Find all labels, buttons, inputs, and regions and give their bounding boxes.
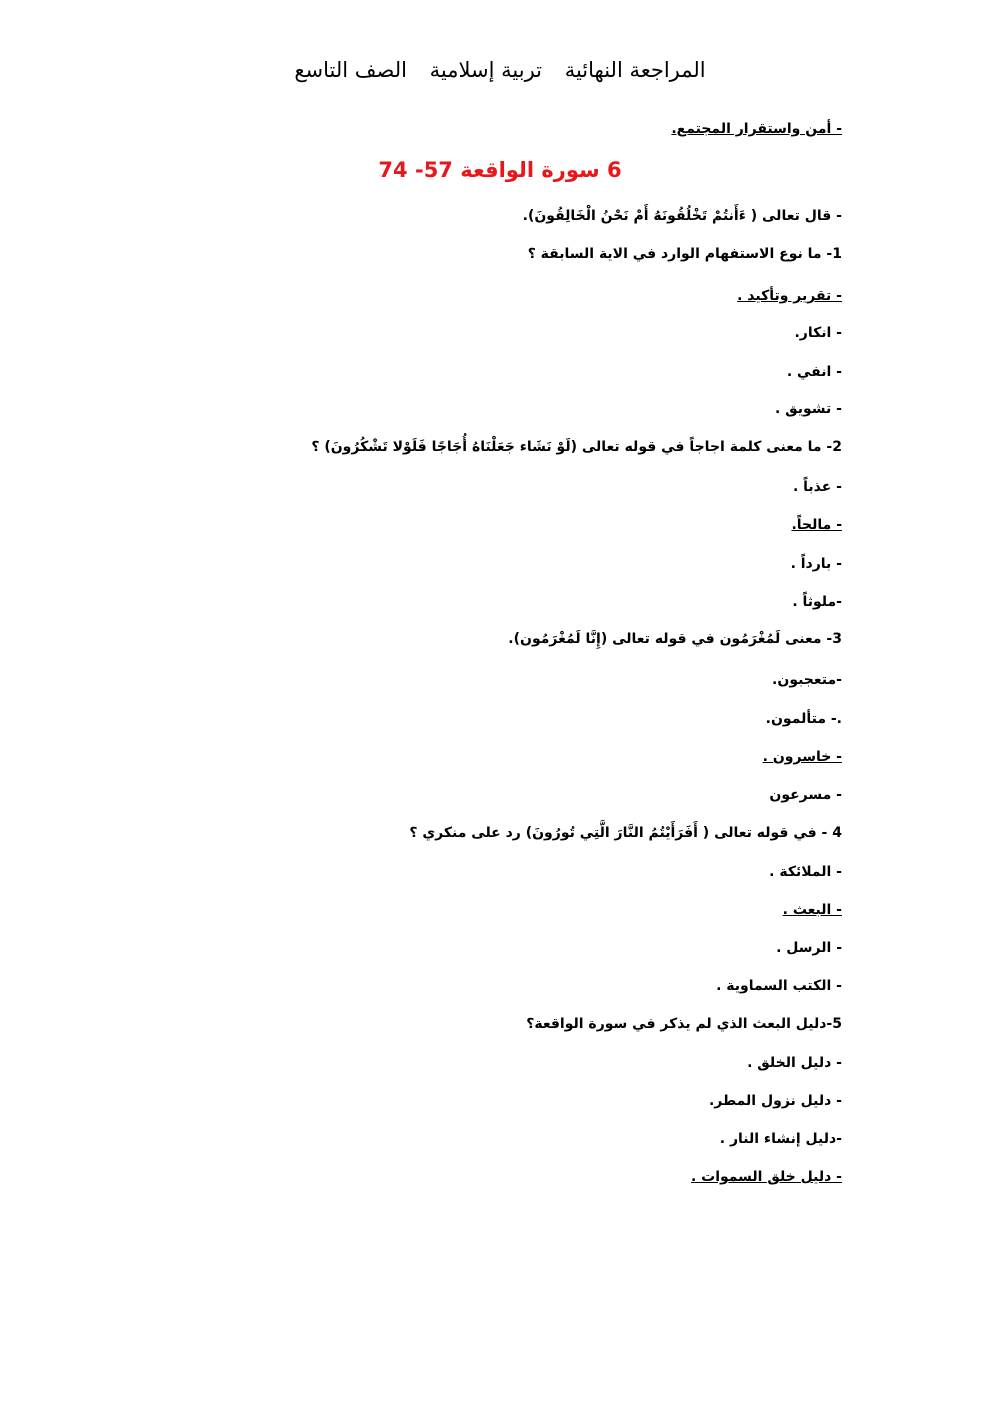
q3-option-2: .- متألمون.: [765, 711, 842, 727]
verse-line: - قال تعالى ( ءَأَنتُمْ تَخْلُقُونَهُ أَمْ نَحْنُ الْخَالِقُونَ).: [522, 208, 842, 224]
header-subject-label: تربية إسلامية: [429, 58, 543, 82]
q1-option-2: - انكار.: [794, 325, 842, 341]
q1-option-1-correct: - تقرير وتأكيد .: [737, 288, 842, 304]
q2-option-4: -ملوثاً .: [792, 594, 842, 610]
q5-option-1: - دليل الخلق .: [747, 1055, 842, 1071]
q4-option-3: - الرسل .: [776, 940, 842, 956]
q3-option-1: -متعجبون.: [772, 672, 842, 688]
q4-option-4: - الكتب السماوية .: [716, 978, 842, 994]
q4-option-2-correct: - البعث .: [782, 902, 842, 918]
q2-option-3: - بارداً .: [790, 556, 842, 572]
section-title: 6 سورة الواقعة 57- 74: [378, 158, 622, 182]
q5-option-3: -دليل إنشاء النار .: [719, 1131, 842, 1147]
question-5: 5-دليل البعث الذي لم يذكر في سورة الواقعة؟: [526, 1016, 842, 1032]
q3-option-3-correct: - خاسرون .: [762, 749, 842, 765]
page-header: [200, 58, 800, 82]
q3-option-4: - مسرعون: [769, 787, 842, 803]
q5-option-4-correct: - دليل خلق السموات .: [690, 1169, 842, 1185]
intro-answer-item: - أمن واستقرار المجتمع.: [671, 121, 842, 137]
q2-option-1: - عذباً .: [792, 479, 842, 495]
question-3: 3- معنى لَمُغْرَمُون في قوله تعالى (إِنَّا لَمُغْرَمُون).: [508, 631, 842, 647]
q5-option-2: - دليل نزول المطر.: [708, 1093, 842, 1109]
header-review-label: المراجعة النهائية: [564, 58, 706, 82]
question-1: 1- ما نوع الاستفهام الوارد في الاية السابقة ؟: [527, 246, 842, 262]
q1-option-3: - انفي .: [786, 364, 842, 380]
question-2: 2- ما معنى كلمة اجاجاً في قوله تعالى (لَوْ نَشَاء جَعَلْنَاهُ أُجَاجًا فَلَوْلا تَشْكُرُونَ) ؟: [311, 439, 842, 455]
q4-option-1: - الملائكة .: [769, 864, 842, 880]
q2-option-2-correct: - مالحاً.: [791, 517, 842, 533]
q1-option-4: - تشويق .: [774, 401, 842, 417]
header-grade-label: الصف التاسع: [294, 58, 407, 82]
question-4: 4 - في قوله تعالى ( أَفَرَأَيْتُمُ النَّارَ الَّتِي تُورُونَ) رد على منكري ؟: [409, 825, 842, 841]
